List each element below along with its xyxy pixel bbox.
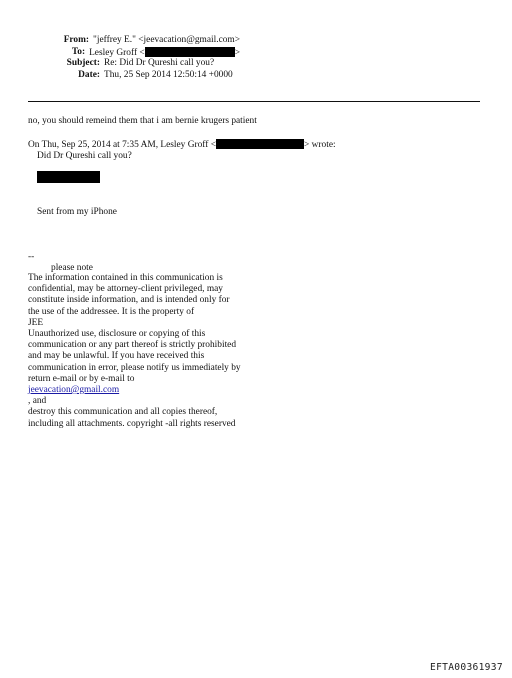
signature-separator: -- <box>28 252 35 262</box>
subject-row <box>0 58 240 70</box>
disclaimer-line: including all attachments. copyright -all rights reserved <box>28 418 236 429</box>
from-row <box>0 35 240 47</box>
to-value <box>89 47 240 59</box>
from-label: From: <box>63 35 90 45</box>
to-row <box>0 47 240 59</box>
disclaimer-line: the use of the addressee. It is the property of <box>28 306 195 317</box>
header-divider <box>28 101 480 102</box>
quote-attribution <box>28 139 336 151</box>
to-label: To: <box>71 46 86 57</box>
subject-label: Subject: <box>66 58 100 69</box>
quote-attribution-end: > wrote: <box>304 140 336 150</box>
email-link[interactable]: jeevacation@gmail.com <box>28 385 120 396</box>
email-header <box>0 35 240 81</box>
email-line-suffix: , and <box>28 396 47 407</box>
confidentiality-disclaimer <box>28 273 278 430</box>
disclaimer-line: JEE <box>28 317 44 328</box>
sent-from-line: Sent from my iPhone <box>37 207 117 217</box>
quote-redaction-block <box>37 171 100 183</box>
quote-email-redaction <box>216 139 304 149</box>
to-name: Lesley Groff < <box>89 47 145 58</box>
email-line-prefix: return e-mail or by e-mail to <box>28 373 135 384</box>
quote-attribution-start: On Thu, Sep 25, 2014 at 7:35 AM, Lesley Groff < <box>28 140 216 150</box>
from-value: "jeffrey E." <jeevacation@gmail.com> <box>93 35 240 45</box>
signature-note: please note <box>51 263 93 273</box>
date-row <box>0 70 240 82</box>
reply-text: no, you should remeind them that i am bernie krugers patient <box>28 116 257 126</box>
date-label: Date: <box>78 69 100 80</box>
disclaimer-line: and may be unlawful. If you have received this <box>28 351 205 362</box>
quote-body: Did Dr Qureshi call you? <box>37 151 132 161</box>
to-redaction <box>145 47 235 57</box>
disclaimer-line: communication in error, please notify us immediately by <box>28 362 241 373</box>
subject-value: Re: Did Dr Qureshi call you? <box>104 58 215 69</box>
to-close: > <box>234 47 240 58</box>
disclaimer-line: confidential, may be attorney-client privileged, may <box>28 284 223 295</box>
date-value: Thu, 25 Sep 2014 12:50:14 +0000 <box>104 69 233 80</box>
disclaimer-line: destroy this communication and all copies thereof, <box>28 407 218 418</box>
disclaimer-line: The information contained in this communication is <box>28 273 223 283</box>
disclaimer-email-line <box>28 374 278 408</box>
disclaimer-line: Unauthorized use, disclosure or copying of this <box>28 329 206 340</box>
disclaimer-line: constitute inside information, and is intended only for <box>28 295 230 306</box>
disclaimer-line: communication or any part thereof is strictly prohibited <box>28 340 237 351</box>
document-id: EFTA00361937 <box>430 662 503 673</box>
